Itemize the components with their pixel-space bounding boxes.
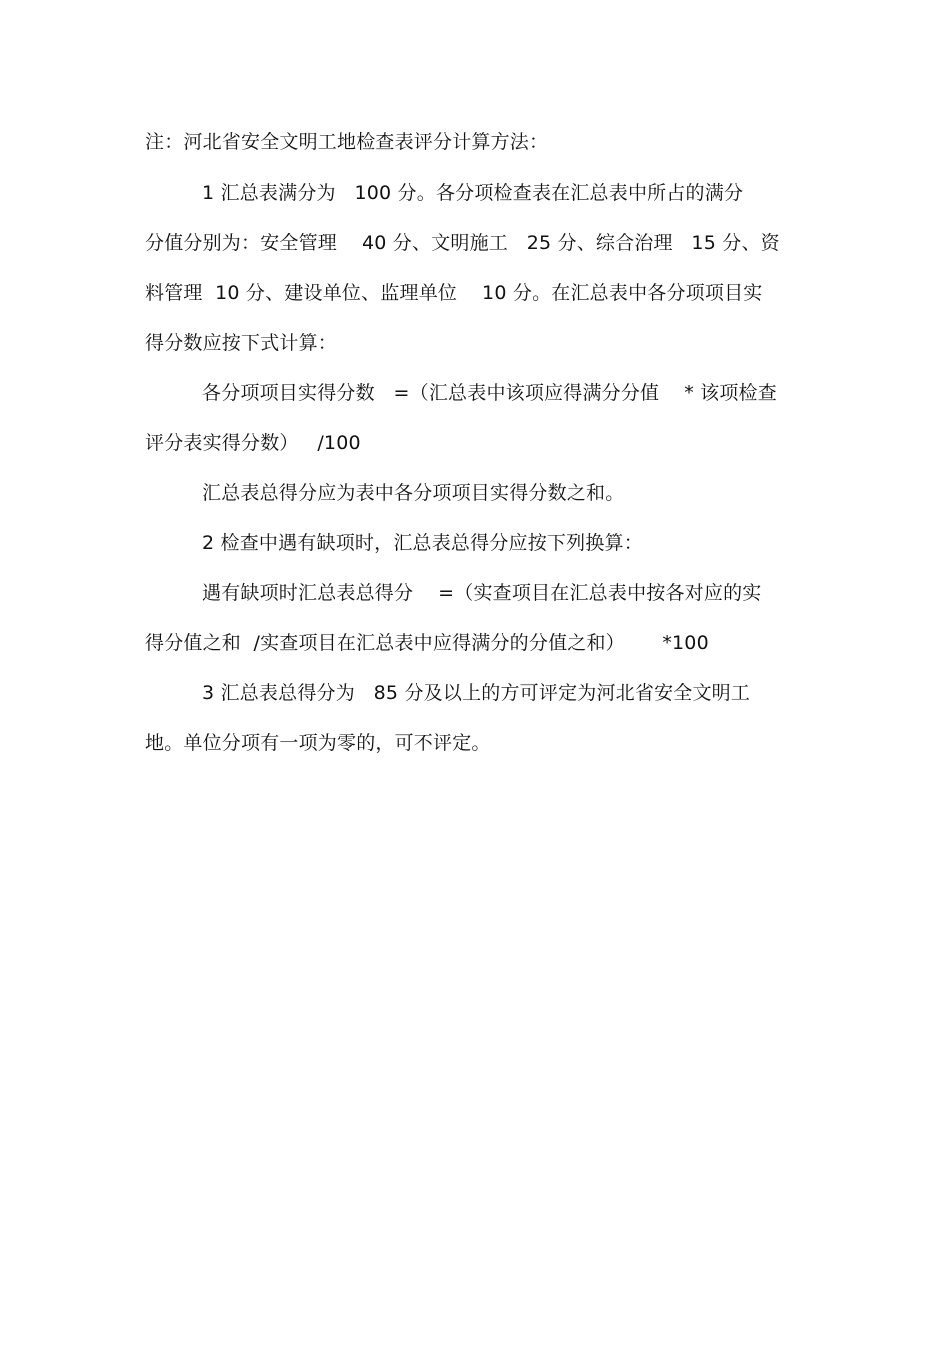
paragraph-line: 地。单位分项有一项为零的，可不评定。 — [145, 732, 491, 754]
paragraph-line: 3 汇总表总得分为 85 分及以上的方可评定为河北省安全文明工 — [202, 682, 751, 704]
paragraph-line: 1 汇总表满分为 100 分。各分项检查表在汇总表中所占的满分 — [202, 182, 744, 204]
formula-line: 得分值之和 /实查项目在汇总表中应得满分的分值之和） *100 — [145, 632, 709, 654]
formula-line: 评分表实得分数） /100 — [145, 432, 361, 454]
note-heading: 注：河北省安全文明工地检查表评分计算方法： — [145, 131, 549, 153]
paragraph-line: 分值分别为：安全管理 40 分、文明施工 25 分、综合治理 15 分、资 — [145, 232, 780, 254]
formula-line: 各分项项目实得分数 =（汇总表中该项应得满分分值 * 该项检查 — [202, 382, 777, 404]
paragraph-line: 2 检查中遇有缺项时，汇总表总得分应按下列换算： — [202, 532, 643, 554]
paragraph-line: 料管理 10 分、建设单位、监理单位 10 分。在汇总表中各分项项目实 — [145, 282, 763, 304]
paragraph-line: 得分数应按下式计算： — [145, 332, 338, 354]
paragraph-line: 汇总表总得分应为表中各分项项目实得分数之和。 — [202, 482, 625, 504]
formula-line: 遇有缺项时汇总表总得分 =（实查项目在汇总表中按各对应的实 — [202, 582, 762, 604]
